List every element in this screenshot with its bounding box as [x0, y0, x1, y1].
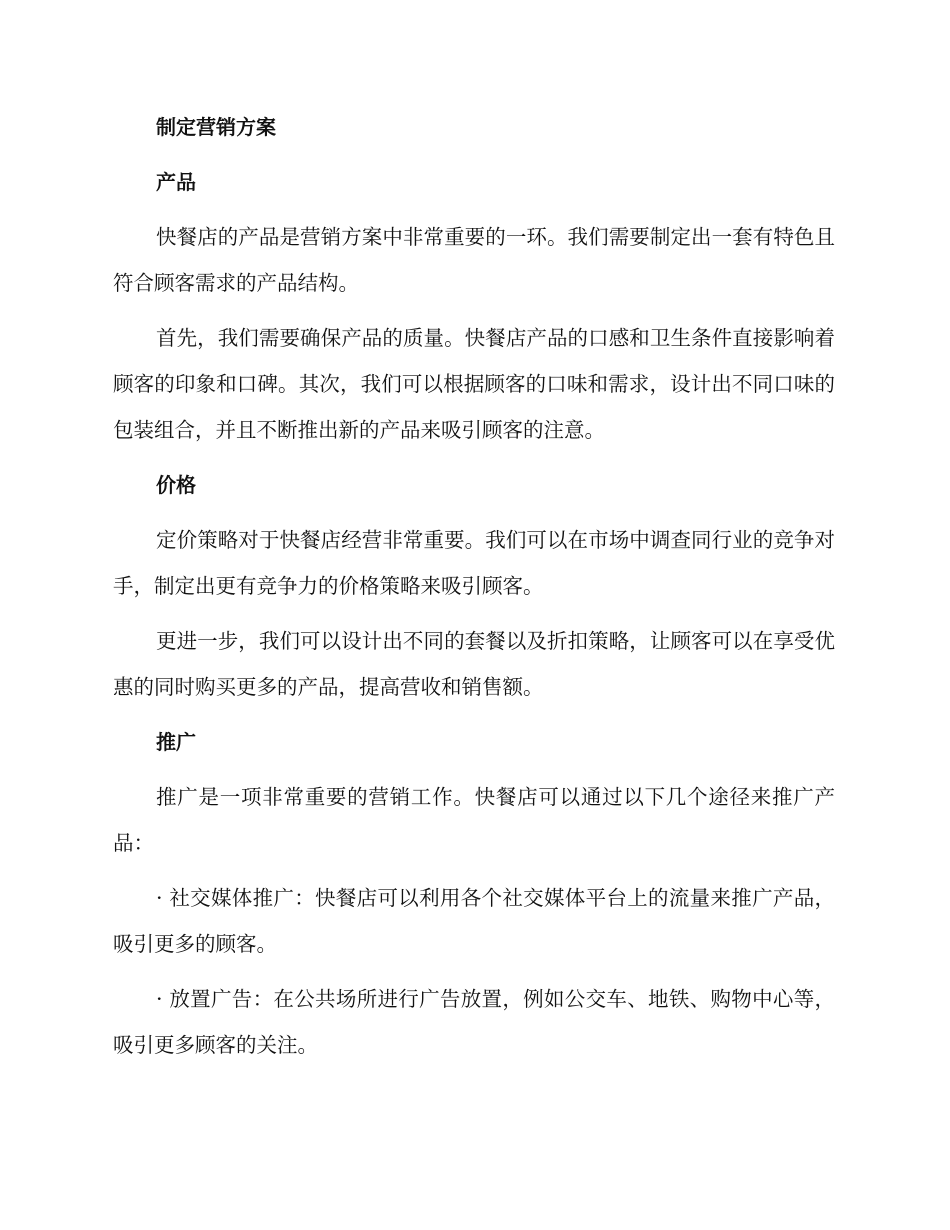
section-heading-product: 产品 [156, 170, 196, 194]
paragraph: 定价策略对于快餐店经营非常重要。我们可以在市场中调查同行业的竞争对手，制定出更有竞争力的价格策略来吸引顾客。 [113, 528, 835, 598]
paragraph: 快餐店的产品是营销方案中非常重要的一环。我们需要制定出一套有特色且符合顾客需求的产品结构。 [113, 225, 835, 295]
paragraph: 推广是一项非常重要的营销工作。快餐店可以通过以下几个途径来推广产品： [113, 785, 835, 855]
bullet-item-social-media: · 社交媒体推广：快餐店可以利用各个社交媒体平台上的流量来推广产品，吸引更多的顾客。 [113, 886, 835, 956]
document-title: 制定营销方案 [156, 115, 276, 139]
section-heading-promotion: 推广 [156, 730, 196, 754]
section-heading-price: 价格 [156, 473, 196, 497]
paragraph: 首先，我们需要确保产品的质量。快餐店产品的口感和卫生条件直接影响着顾客的印象和口碑。其次，我们可以根据顾客的口味和需求，设计出不同口味的包装组合，并且不断推出新的产品来吸引顾客的注意。 [113, 326, 835, 442]
paragraph: 更进一步，我们可以设计出不同的套餐以及折扣策略，让顾客可以在享受优惠的同时购买更多的产品，提高营收和销售额。 [113, 629, 835, 699]
bullet-item-advertising: · 放置广告：在公共场所进行广告放置，例如公交车、地铁、购物中心等，吸引更多顾客的关注。 [113, 987, 835, 1057]
